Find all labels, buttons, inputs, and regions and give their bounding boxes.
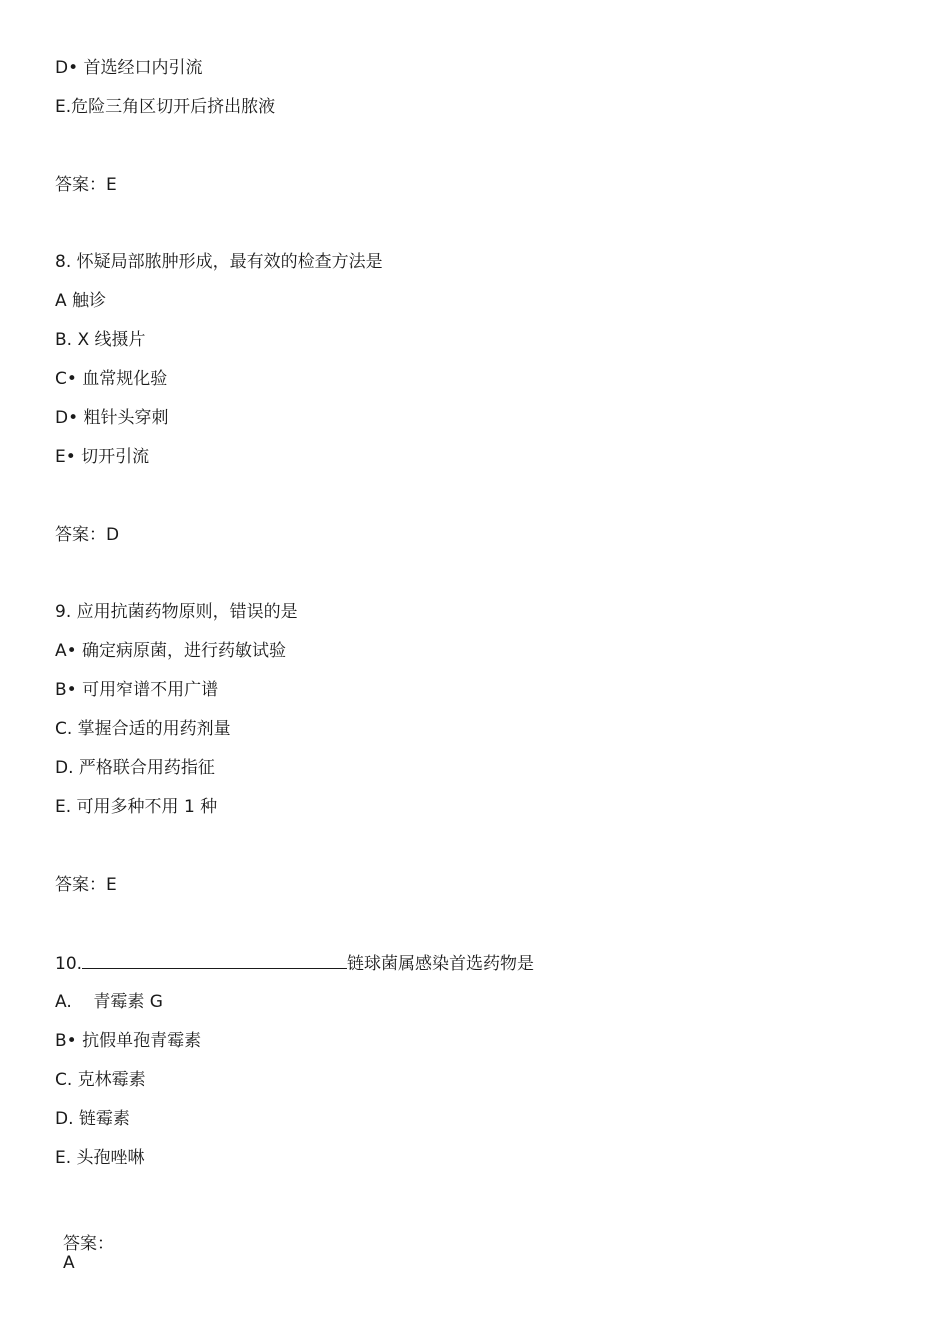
q9-option-c: C. 掌握合适的用药剂量	[55, 719, 231, 739]
q9-option-a: A• 确定病原菌，进行药敏试验	[55, 641, 287, 661]
q10-answer-label: 答案：	[63, 1234, 114, 1254]
q9-option-d: D. 严格联合用药指征	[55, 758, 215, 778]
q8-option-c: C• 血常规化验	[55, 369, 168, 389]
q9-answer: 答案：E	[55, 875, 117, 895]
q9-option-e: E. 可用多种不用 1 种	[55, 797, 218, 817]
q8-stem: 8. 怀疑局部脓肿形成，最有效的检查方法是	[55, 252, 383, 272]
fill-in-blank-line	[82, 952, 347, 969]
q7-option-e: E.危险三角区切开后挤出脓液	[55, 97, 276, 117]
q8-option-e: E• 切开引流	[55, 447, 150, 467]
q8-option-d: D• 粗针头穿刺	[55, 408, 169, 428]
q8-answer: 答案：D	[55, 525, 120, 545]
q9-stem: 9. 应用抗菌药物原则，错误的是	[55, 602, 298, 622]
q9-option-b: B• 可用窄谱不用广谱	[55, 680, 219, 700]
q8-option-a: A 触诊	[55, 291, 107, 311]
q10-option-c: C. 克林霉素	[55, 1070, 146, 1090]
q10-number: 10.	[55, 954, 83, 974]
q10-answer-value: A	[63, 1253, 75, 1273]
q10-option-e: E. 头孢唑啉	[55, 1148, 145, 1168]
q10-option-d: D. 链霉素	[55, 1109, 130, 1129]
q10-stem-text: 链球菌属感染首选药物是	[347, 954, 535, 974]
q10-option-a: A. 青霉素 G	[55, 992, 163, 1012]
q7-answer: 答案：E	[55, 175, 117, 195]
q10-stem	[55, 952, 534, 975]
q10-option-b: B• 抗假单孢青霉素	[55, 1031, 202, 1051]
q7-option-d: D• 首选经口内引流	[55, 58, 203, 78]
q8-option-b: B. X 线摄片	[55, 330, 146, 350]
